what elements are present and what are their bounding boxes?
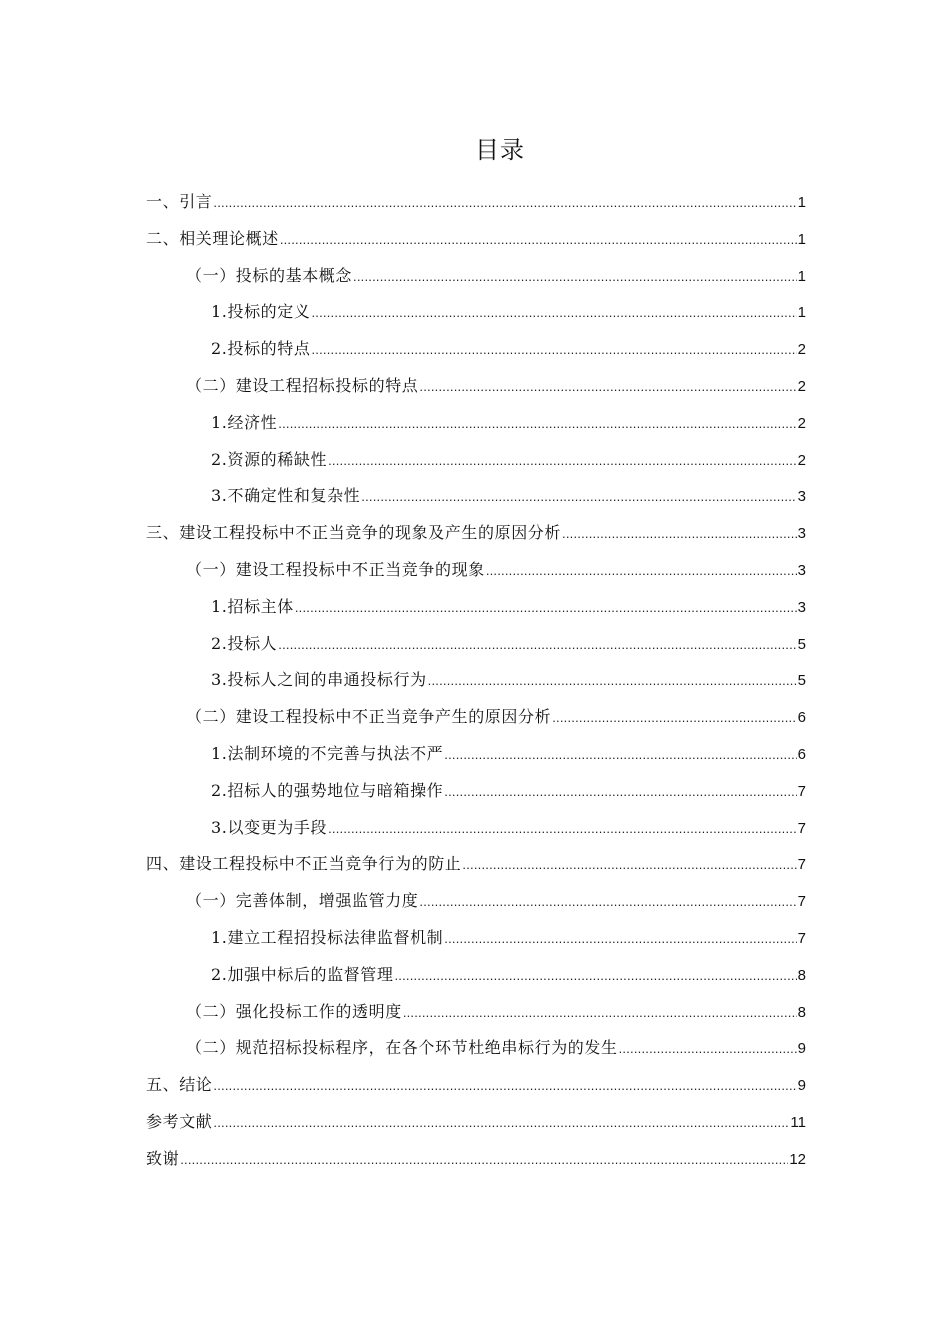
toc-list	[146, 184, 806, 1178]
toc-page-number: 9	[797, 1077, 806, 1095]
toc-page-number: 8	[797, 966, 806, 984]
toc-dot-leader	[552, 700, 796, 737]
toc-dot-leader	[213, 185, 796, 222]
toc-entry[interactable]	[146, 405, 806, 442]
toc-entry-text: （二）规范招标投标程序，在各个环节杜绝串标行为的发生	[186, 1038, 618, 1058]
toc-entry[interactable]	[146, 221, 806, 258]
toc-page-number: 2	[797, 451, 806, 469]
toc-entry-text: 1.投标的定义	[211, 302, 311, 322]
toc-entry[interactable]	[146, 258, 806, 295]
toc-dot-leader	[353, 259, 797, 296]
toc-entry-text: 1.经济性	[211, 412, 278, 432]
toc-entry[interactable]	[146, 478, 806, 515]
toc-entry[interactable]	[146, 442, 806, 479]
toc-page-number: 3	[797, 598, 806, 616]
toc-dot-leader	[328, 443, 797, 480]
toc-dot-leader	[311, 332, 796, 369]
toc-page-number: 7	[797, 929, 806, 947]
toc-dot-leader	[444, 921, 796, 958]
toc-page-number: 6	[797, 745, 806, 763]
toc-page-number: 5	[797, 672, 806, 690]
toc-entry[interactable]	[146, 552, 806, 589]
toc-entry[interactable]	[146, 184, 806, 221]
toc-entry[interactable]	[146, 699, 806, 736]
toc-page-number: 12	[789, 1150, 806, 1168]
toc-entry-text: （一）建设工程投标中不正当竞争的现象	[186, 559, 485, 579]
toc-dot-leader	[444, 737, 796, 774]
toc-page-number: 6	[797, 709, 806, 727]
toc-dot-leader	[180, 1142, 788, 1179]
toc-page-number: 3	[797, 561, 806, 579]
toc-entry[interactable]	[146, 994, 806, 1031]
toc-entry-text: 3.以变更为手段	[211, 817, 328, 837]
toc-dot-leader	[311, 295, 796, 332]
toc-page-number: 3	[797, 488, 806, 506]
toc-dot-leader	[361, 479, 796, 516]
toc-entry-text: 2.投标的特点	[211, 339, 311, 359]
toc-entry-text: （二）强化投标工作的透明度	[186, 1001, 402, 1021]
toc-page-number: 7	[797, 782, 806, 800]
toc-entry-text: 参考文献	[146, 1111, 213, 1131]
toc-page-number: 1	[797, 304, 806, 322]
toc-page-number: 9	[797, 1040, 806, 1058]
toc-entry[interactable]	[146, 294, 806, 331]
toc-entry-text: （一）投标的基本概念	[186, 265, 353, 285]
toc-entry-text: 2.资源的稀缺性	[211, 449, 328, 469]
toc-entry-text: 三、建设工程投标中不正当竞争的现象及产生的原因分析	[146, 523, 562, 543]
toc-entry[interactable]	[146, 736, 806, 773]
toc-dot-leader	[278, 406, 796, 443]
toc-page-number: 2	[797, 377, 806, 395]
toc-entry-text: 五、结论	[146, 1075, 213, 1095]
toc-entry-text: 1.招标主体	[211, 596, 294, 616]
toc-entry[interactable]	[146, 883, 806, 920]
toc-dot-leader	[394, 958, 796, 995]
toc-entry-text: 四、建设工程投标中不正当竞争行为的防止	[146, 854, 462, 874]
toc-entry[interactable]	[146, 920, 806, 957]
toc-entry-text: 3.不确定性和复杂性	[211, 486, 361, 506]
toc-entry-text: （一）完善体制，增强监管力度	[186, 891, 419, 911]
toc-title: 目录	[475, 136, 525, 164]
toc-page-number: 1	[797, 230, 806, 248]
toc-dot-leader	[562, 516, 797, 553]
toc-entry-text: 2.加强中标后的监督管理	[211, 964, 394, 984]
toc-dot-leader	[419, 884, 796, 921]
toc-entry-text: 3.投标人之间的串通投标行为	[211, 670, 427, 690]
toc-dot-leader	[278, 627, 796, 664]
toc-dot-leader	[428, 663, 797, 700]
toc-entry[interactable]	[146, 662, 806, 699]
toc-entry[interactable]	[146, 589, 806, 626]
toc-entry-text: （二）建设工程投标中不正当竞争产生的原因分析	[186, 707, 552, 727]
toc-dot-leader	[280, 222, 797, 259]
toc-page-number: 3	[797, 525, 806, 543]
toc-page-number: 7	[797, 893, 806, 911]
toc-page-number: 2	[797, 414, 806, 432]
toc-entry[interactable]	[146, 1030, 806, 1067]
toc-dot-leader	[444, 774, 796, 811]
toc-entry-text: 二、相关理论概述	[146, 228, 279, 248]
toc-entry[interactable]	[146, 810, 806, 847]
toc-dot-leader	[486, 553, 797, 590]
toc-page-number: 1	[797, 194, 806, 211]
toc-entry-text: 2.投标人	[211, 633, 278, 653]
toc-page-number: 7	[797, 856, 806, 874]
toc-dot-leader	[619, 1031, 797, 1068]
toc-entry[interactable]	[146, 1067, 806, 1104]
toc-entry-text: （二）建设工程招标投标的特点	[186, 375, 419, 395]
toc-entry[interactable]	[146, 1104, 806, 1141]
toc-dot-leader	[462, 847, 796, 884]
toc-page-number: 5	[797, 635, 806, 653]
toc-entry[interactable]	[146, 515, 806, 552]
toc-dot-leader	[328, 811, 797, 848]
toc-page-number: 7	[797, 819, 806, 837]
toc-entry-text: 1.法制环境的不完善与执法不严	[211, 743, 444, 763]
toc-entry[interactable]	[146, 957, 806, 994]
toc-page-number: 1	[797, 267, 806, 285]
toc-dot-leader	[213, 1068, 796, 1105]
toc-entry[interactable]	[146, 331, 806, 368]
toc-entry[interactable]	[146, 368, 806, 405]
toc-entry-text: 1.建立工程招投标法律监督机制	[211, 927, 444, 947]
toc-page-number: 2	[797, 341, 806, 359]
toc-entry-text: 致谢	[146, 1148, 180, 1168]
toc-entry[interactable]	[146, 773, 806, 810]
toc-entry[interactable]	[146, 626, 806, 663]
toc-entry[interactable]	[146, 1141, 806, 1178]
toc-entry[interactable]	[146, 846, 806, 883]
toc-dot-leader	[403, 995, 797, 1032]
toc-entry-text: 2.招标人的强势地位与暗箱操作	[211, 780, 444, 800]
toc-entry-text: 一、引言	[146, 192, 213, 211]
toc-page-number: 8	[797, 1003, 806, 1021]
toc-dot-leader	[295, 590, 797, 627]
toc-dot-leader	[419, 369, 796, 406]
toc-dot-leader	[213, 1105, 789, 1142]
toc-page-number: 11	[790, 1113, 806, 1131]
